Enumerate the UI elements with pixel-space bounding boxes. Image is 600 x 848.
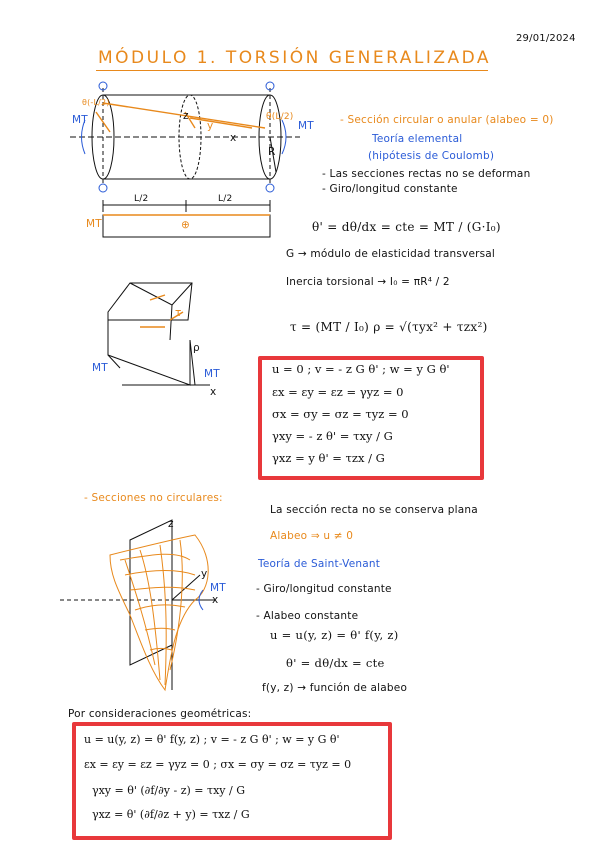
shear-modulus-definition: G → módulo de elasticidad transversal [286,248,496,260]
element-tau-label: τ [175,307,182,319]
mt-left-label: MT [72,114,88,126]
x-axis-label: x [230,132,237,144]
warped-mt-label: MT [210,582,226,594]
theta-right-label: θ(L/2) [266,112,294,122]
box1-stresses: σx = σy = σz = τyz = 0 [272,407,409,421]
element-x-label: x [210,386,217,398]
mt-right-label: MT [298,120,314,132]
y-axis-label: y [207,120,214,132]
torsional-inertia: Inercia torsional → I₀ = πR⁴ / 2 [286,276,450,288]
sv-bullet-twist: - Giro/longitud constante [256,583,392,595]
box2-displacements: u = u(y, z) = θ' f(y, z) ; v = - z G θ' ; w = y G θ' [84,733,340,746]
circular-heading: - Sección circular o anular (alabeo = 0) [340,114,554,126]
geometric-considerations: Por consideraciones geométricas: [68,708,252,720]
sv-bullet-warping: - Alabeo constante [256,610,359,622]
warping-function-definition: f(y, z) → función de alabeo [262,682,408,694]
box2-gamma-xz: γxz = θ' (∂f/∂z + y) = τxz / G [92,808,250,821]
z-axis-label: z [183,110,189,122]
twist-rate-equation: θ' = dθ/dx = cte [286,656,385,670]
date: 29/01/2024 [516,33,576,44]
warped-y-label: y [201,568,208,580]
warping-displacement-equation: u = u(y, z) = θ' f(y, z) [270,628,399,642]
bullet-sections-rigid: - Las secciones rectas no se deforman [322,168,531,180]
coulomb-hypothesis: (hipótesis de Coulomb) [368,150,495,162]
box1-displacements: u = 0 ; v = - z G θ' ; w = y G θ' [272,362,450,376]
warped-x-label: x [212,594,219,606]
warping-statement: Alabeo ⇒ u ≠ 0 [270,530,354,542]
noncircular-heading: - Secciones no circulares: [84,492,223,504]
page-title: MÓDULO 1. TORSIÓN GENERALIZADA [98,48,492,68]
box1-gamma-xy: γxy = - z θ' = τxy / G [272,429,393,443]
box2-gamma-xy: γxy = θ' (∂f/∂y - z) = τxy / G [92,784,246,797]
saint-venant-theory: Teoría de Saint-Venant [258,558,381,570]
radius-label: R [268,146,276,158]
elemental-theory: Teoría elemental [372,133,463,145]
mt-diagram-label: MT [86,218,102,230]
half-length-right: L/2 [218,194,233,204]
half-length-left: L/2 [134,194,149,204]
bullet-constant-twist: - Giro/longitud constante [322,183,458,195]
element-mt-right: MT [204,368,220,380]
theta-left-label: θ(-L/2) [82,98,110,107]
plus-sign: ⊕ [181,219,190,231]
box2-strains-stresses: εx = εy = εz = γyz = 0 ; σx = σy = σz = τyz = 0 [84,758,352,771]
shear-stress-equation: τ = (MT / I₀) ρ = √(τyx² + τzx²) [290,320,488,334]
warped-z-label: z [168,518,174,530]
noncircular-plane-statement: La sección recta no se conserva plana [270,504,478,516]
element-mt-left: MT [92,362,108,374]
element-rho-label: ρ [193,342,200,354]
box1-strains: εx = εy = εz = γyz = 0 [272,385,404,399]
theta-prime-equation: θ' = dθ/dx = cte = MT / (G·I₀) [312,220,501,234]
box1-gamma-xz: γxz = y θ' = τzx / G [272,451,385,465]
